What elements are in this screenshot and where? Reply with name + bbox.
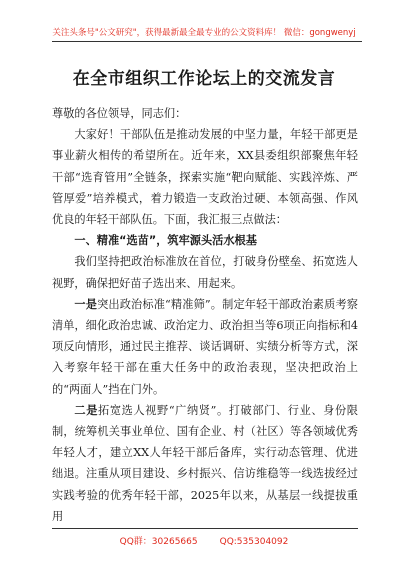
item-two-text: 拓宽选人视野“广纳贤”。打破部门、行业、身份限制，统筹机关事业单位、国有企业、村（社区）等各领域优秀年轻人才，建立XX人年轻干部后备库，实行动态管理、优进绌退。注重从项目建设、乡村振兴、信访维稳等一线选拔经过实践考验的优秀年轻干部，2025年以来，从基层一线提拔重用 [52, 403, 358, 523]
header-banner: 关注头条号"公文研究"，获得最新最全最专业的公文资料库！ 微信：gongwenyj [52, 28, 356, 38]
footer-qq: QQ:535304092 [219, 537, 289, 547]
footer [0, 534, 408, 547]
item-two-lead: 二是 [74, 403, 99, 417]
salutation: 尊敬的各位领导，同志们： [52, 107, 187, 120]
section-intro-paragraph: 我们坚持把政治标准放在首位，打破身份壁垒、拓宽选人视野，确保把好苗子选出来、用起来。 [52, 255, 358, 290]
document-title: 在全市组织工作论坛上的交流发言 [72, 69, 336, 89]
footer-divider [52, 528, 358, 529]
header-divider [52, 41, 362, 42]
item-one-paragraph [52, 294, 358, 400]
intro-paragraph: 大家好！干部队伍是推动发展的中坚力量，年轻干部更是事业薪火相传的希望所在。近年来，XX县委组织部聚焦年轻干部“选育管用”全链条，探索实施“靶向赋能、实践淬炼、严管厚爱”培养模式，着力锻造一支政治过硬、本领高强、作风优良的年轻干部队伍。下面，我汇报三点做法： [52, 128, 358, 227]
item-one-text: 突出政治标准“精准筛”。制定年轻干部政治素质考察清单，细化政治忠诚、政治定力、政治担当等6项正向指标和4项反向情形，通过民主推荐、谈话调研、实绩分析等方式，深入考察年轻干部在重大任务中的政治表现，坚决把政治上的“两面人”挡在门外。 [52, 297, 358, 396]
section-heading: 一、精准“选苗”，筑牢源头活水根基 [74, 234, 257, 248]
item-one-lead: 一是 [74, 297, 98, 311]
footer-qq-group: QQ群：30265665 [119, 537, 198, 547]
document-body [52, 103, 358, 527]
item-two-paragraph [52, 400, 358, 527]
